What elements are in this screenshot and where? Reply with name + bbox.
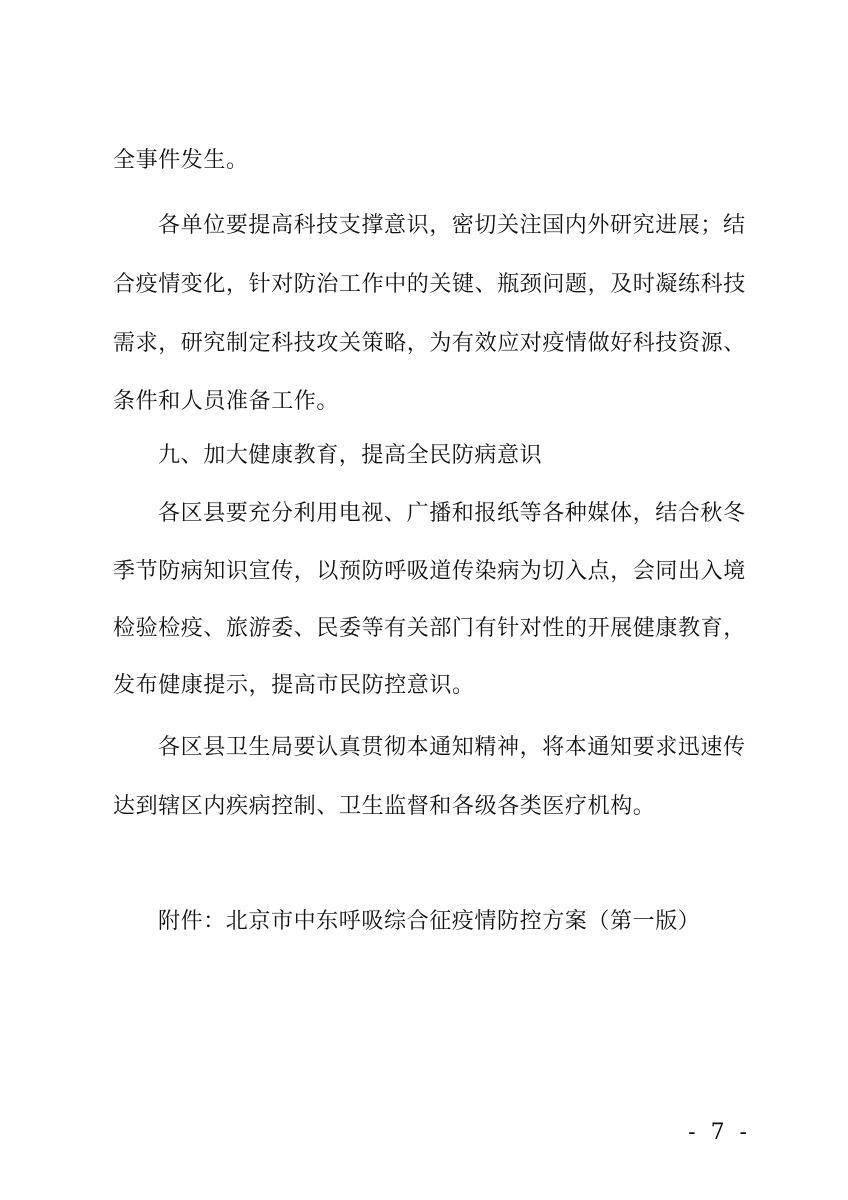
paragraph-line-media: 检验检疫、旅游委、民委等有关部门有针对性的开展健康教育， — [113, 616, 746, 641]
paragraph-line-tech-support-end: 条件和人员准备工作。 — [113, 389, 340, 414]
paragraph-line-continuation: 全事件发生。 — [113, 148, 249, 173]
paragraph-line-tech-support: 合疫情变化，针对防治工作中的关键、瓶颈问题，及时凝练科技 — [113, 272, 746, 297]
paragraph-line-notice-end: 达到辖区内疾病控制、卫生监督和各级各类医疗机构。 — [113, 794, 656, 819]
paragraph-line-tech-support: 需求，研究制定科技攻关策略，为有效应对疫情做好科技资源、 — [113, 331, 746, 356]
paragraph-line-media-start: 各区县要充分利用电视、广播和报纸等各种媒体，结合秋冬 — [158, 501, 746, 526]
paragraph-line-media-end: 发布健康提示，提高市民防控意识。 — [113, 673, 475, 698]
page-number: - 7 - — [688, 1120, 751, 1145]
paragraph-line-media: 季节防病知识宣传，以预防呼吸道传染病为切入点，会同出入境 — [113, 559, 746, 584]
section-heading-health-education: 九、加大健康教育，提高全民防病意识 — [158, 443, 543, 468]
paragraph-line-tech-support-start: 各单位要提高科技支撑意识，密切关注国内外研究进展；结 — [158, 213, 746, 238]
paragraph-line-notice-start: 各区县卫生局要认真贯彻本通知精神，将本通知要求迅速传 — [158, 735, 746, 760]
attachment-line: 附件：北京市中东呼吸综合征疫情防控方案（第一版） — [158, 909, 701, 934]
